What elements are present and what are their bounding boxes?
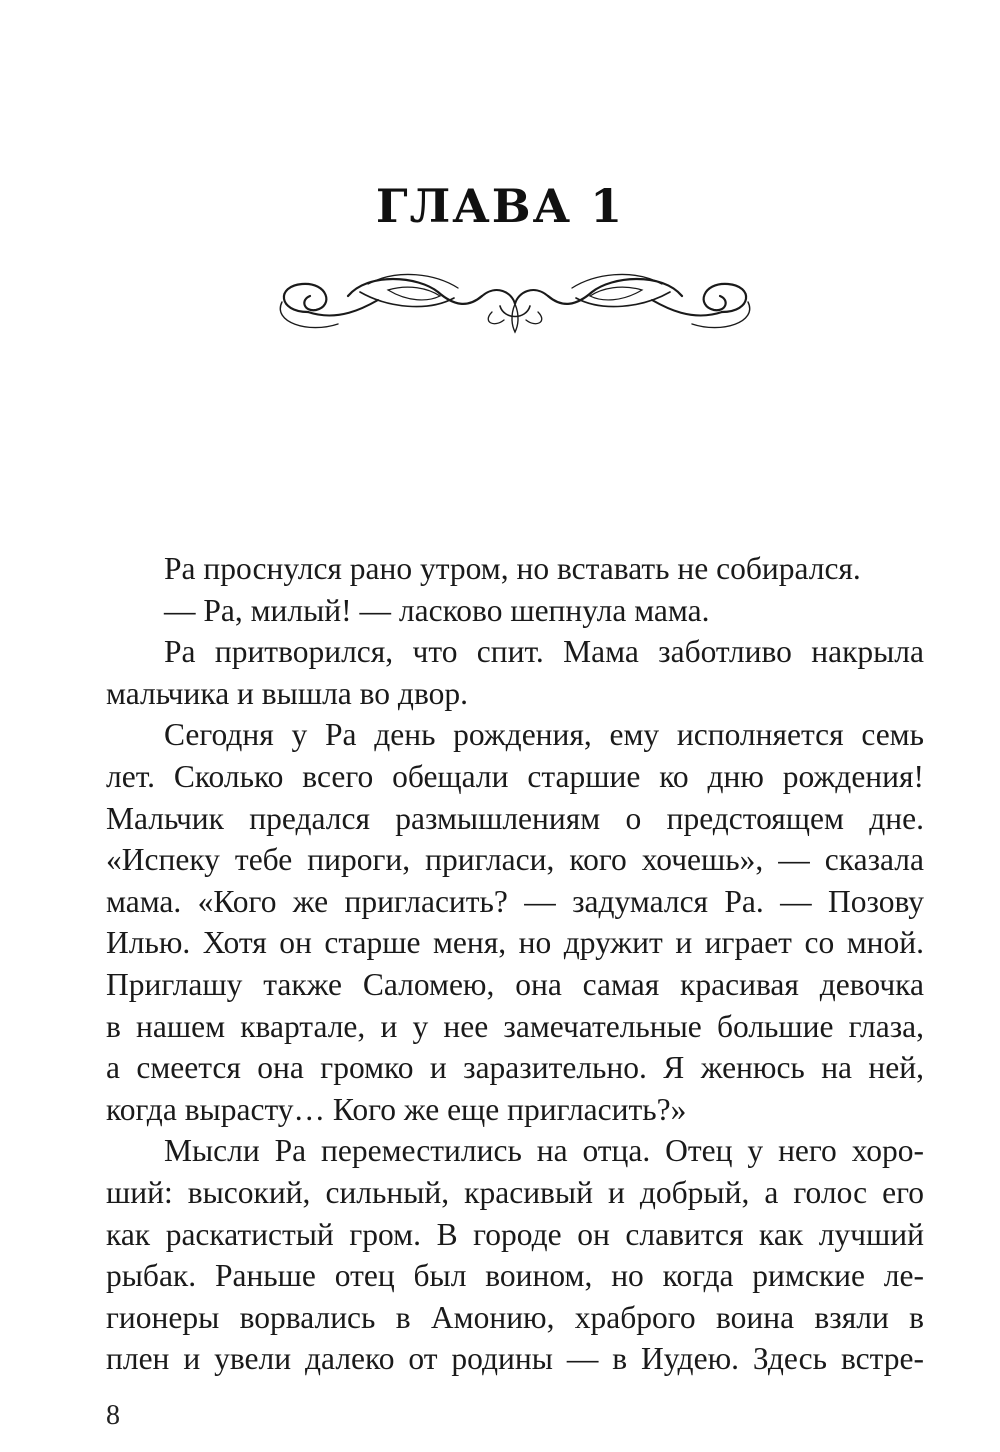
text-line: плен и увели далеко от родины — в Иудею. Здесь встре- — [106, 1341, 924, 1377]
paragraph — [106, 1130, 924, 1380]
paragraph — [106, 548, 924, 590]
text-line: Илью. Хотя он старше меня, но дружит и играет со мной. — [106, 925, 924, 961]
text-line: Сегодня у Ра день рождения, ему исполняется семь — [164, 717, 924, 753]
paragraph — [106, 631, 924, 714]
text-line: гионеры ворвались в Амонию, храброго воина взяли в — [106, 1299, 924, 1335]
page-number: 8 — [106, 1400, 120, 1431]
text-line: лет. Сколько всего обещали старшие ко дню рождения! — [106, 758, 924, 794]
text-line: в нашем квартале, и у нее замечательные большие глаза, — [106, 1008, 924, 1044]
paragraph — [106, 714, 924, 1130]
text-line: Приглашу также Саломею, она самая красивая девочка — [106, 966, 924, 1002]
text-line: Ра проснулся рано утром, но вставать не собирался. — [164, 551, 861, 586]
text-line: мама. «Кого же пригласить? — задумался Ра. — Позову — [106, 883, 924, 919]
text-line: «Испеку тебе пироги, пригласи, кого хочешь», — сказала — [106, 842, 924, 878]
text-line: Мальчик предался размышлениям о предстоящем дне. — [106, 800, 924, 836]
text-line: как раскатистый гром. В городе он славится как лучший — [106, 1216, 924, 1252]
text-line: Мысли Ра переместились на отца. Отец у него хоро- — [164, 1133, 924, 1169]
text-line: Ра притворился, что спит. Мама заботливо накрыла — [164, 634, 924, 670]
text-line: мальчика и вышла во двор. — [106, 675, 468, 711]
chapter-title: ГЛАВА 1 — [375, 179, 625, 233]
text-line: ший: высокий, сильный, красивый и добрый, а голос его — [106, 1174, 924, 1210]
flourish-divider-icon — [268, 262, 762, 340]
text-line: рыбак. Раньше отец был воином, но когда римские ле- — [106, 1258, 924, 1294]
text-line: а смеется она громко и заразительно. Я женюсь на ней, — [106, 1050, 924, 1086]
text-line: — Ра, милый! — ласково шепнула мама. — [164, 592, 710, 628]
chapter-body-text — [106, 548, 924, 1380]
text-line: когда вырасту… Кого же еще пригласить?» — [106, 1091, 687, 1127]
paragraph — [106, 590, 924, 632]
